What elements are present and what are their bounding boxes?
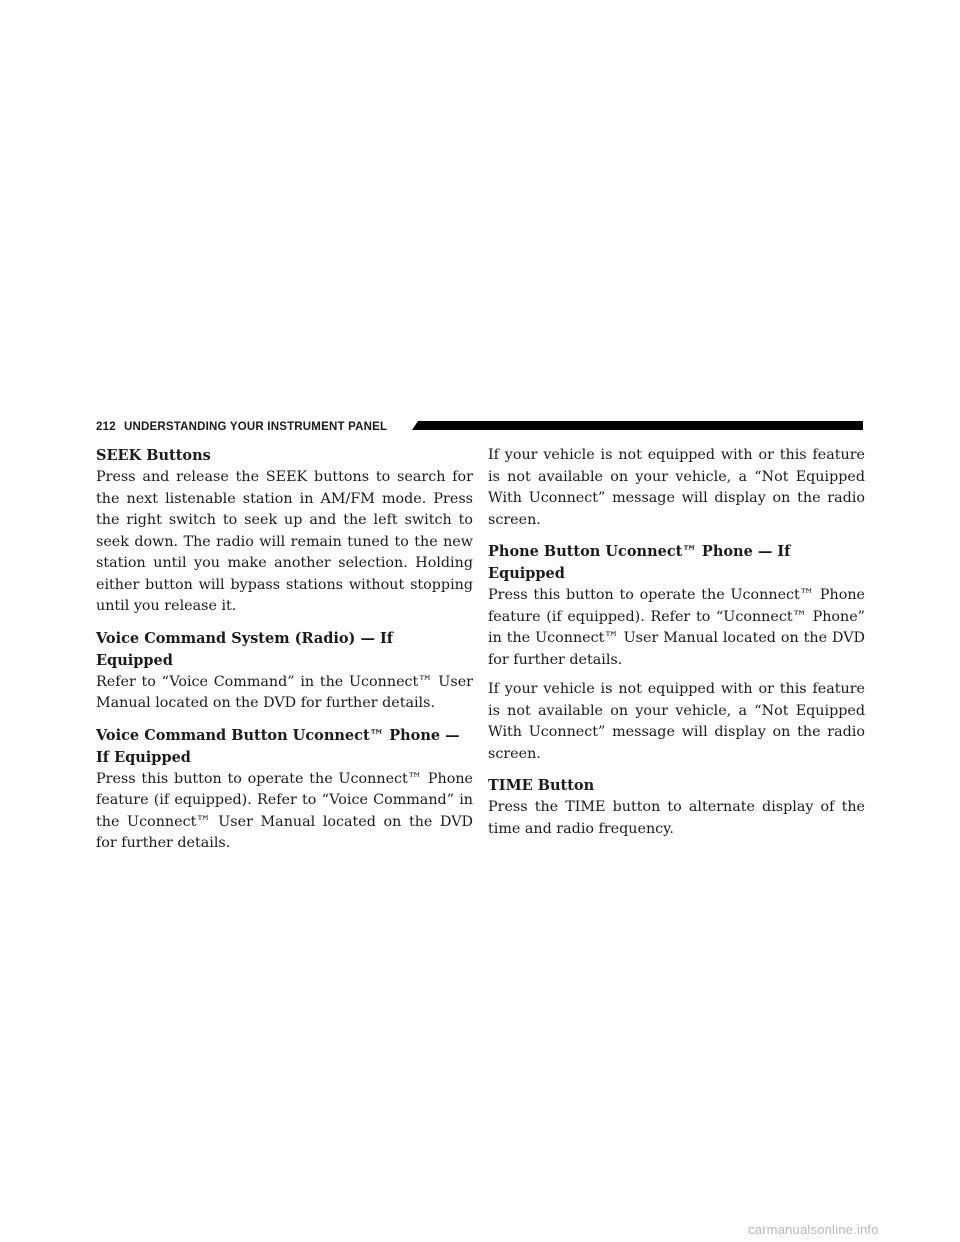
section-body: Press this button to operate the Uconnect™ Phone feature (if equipped). Refer to “Voice Command” in the Uconnect™ User Manual located on the DVD for further details. — [96, 770, 473, 851]
seek-buttons-section — [96, 445, 473, 618]
left-column — [96, 445, 473, 865]
paragraph: If your vehicle is not equipped with or this feature is not available on your vehicle, a “Not Equipped With Uconnect” message will display on the radio screen. — [488, 447, 865, 528]
section-title: UNDERSTANDING YOUR INSTRUMENT PANEL — [124, 421, 388, 433]
section-body: Press and release the SEEK buttons to search for the next listenable station in AM/FM mode. Press the right switch to seek up and the left switch to seek down. The radio will remain tuned to the new station until you make another selection. Holding either button will bypass stations without stopping until you release it. — [96, 469, 473, 614]
section-heading: SEEK Buttons — [96, 447, 211, 464]
section-heading: Phone Button Uconnect™ Phone — If Equipped — [488, 543, 791, 582]
page-number: 212 — [96, 421, 116, 433]
section-heading: Voice Command Button Uconnect™ Phone — If Equipped — [96, 726, 460, 766]
section-body: Press the TIME button to alternate display of the time and radio frequency. — [488, 799, 865, 837]
section-heading: Voice Command System (Radio) — If Equipped — [96, 629, 394, 669]
voice-command-button-section — [96, 725, 473, 855]
header-rule — [418, 421, 863, 430]
not-equipped-note — [488, 445, 865, 531]
right-column — [488, 445, 865, 850]
phone-button-section — [488, 541, 865, 765]
section-body: Press this button to operate the Uconnect™ Phone feature (if equipped). Refer to “Uconnect™ Phone” in the Uconnect™ User Manual located on the DVD for further details. — [488, 587, 865, 668]
section-heading: TIME Button — [488, 777, 595, 794]
section-body: Refer to “Voice Command” in the Uconnect™ User Manual located on the DVD for further details. — [96, 673, 473, 711]
voice-command-system-section — [96, 628, 473, 715]
page-header — [96, 420, 863, 434]
time-button-section — [488, 775, 865, 840]
paragraph: If your vehicle is not equipped with or this feature is not available on your vehicle, a “Not Equipped With Uconnect” message will display on the radio screen. — [488, 681, 865, 762]
watermark: carmanualsonline.info — [748, 1222, 879, 1237]
